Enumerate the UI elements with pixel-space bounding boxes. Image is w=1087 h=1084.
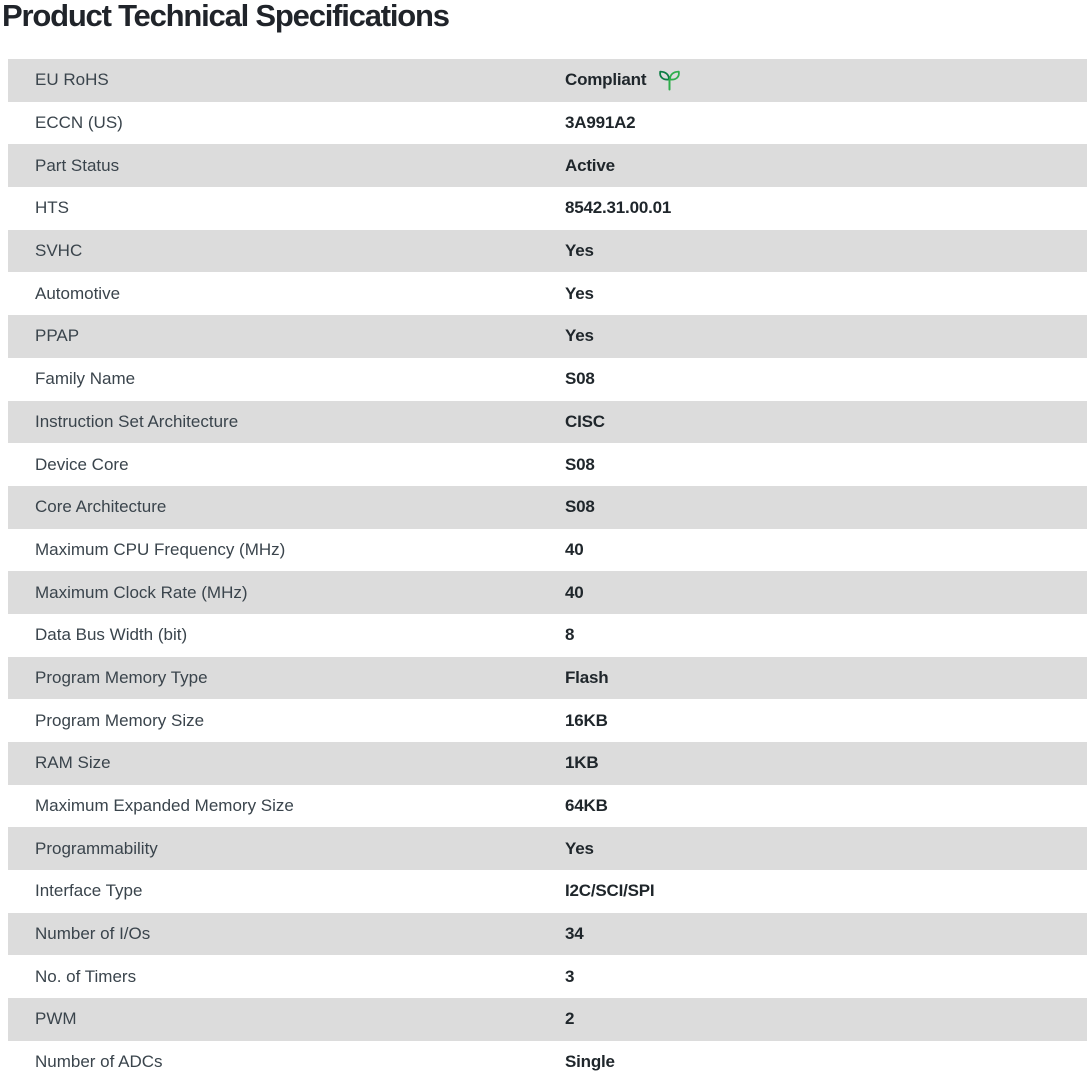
spec-value: S08 xyxy=(565,454,595,474)
spec-value-wrap xyxy=(565,540,584,560)
spec-value: S08 xyxy=(565,369,595,389)
spec-label: RAM Size xyxy=(35,753,111,773)
spec-value: 16KB xyxy=(565,710,608,730)
spec-label: Core Architecture xyxy=(35,497,167,517)
spec-value-wrap xyxy=(565,924,584,944)
spec-value-wrap xyxy=(565,113,635,133)
spec-value-wrap xyxy=(565,198,671,218)
spec-label: Device Core xyxy=(35,454,129,474)
spec-label: PPAP xyxy=(35,326,80,346)
spec-value-wrap xyxy=(565,497,595,517)
spec-row xyxy=(8,230,1087,273)
spec-value: 64KB xyxy=(565,796,608,816)
spec-label: Programmability xyxy=(35,838,158,858)
spec-label: SVHC xyxy=(35,241,83,261)
spec-value-wrap xyxy=(565,881,654,901)
spec-row xyxy=(8,1041,1087,1084)
spec-value: Single xyxy=(565,1052,615,1072)
spec-value: I2C/SCI/SPI xyxy=(565,881,655,901)
spec-value-wrap xyxy=(565,70,682,91)
spec-value-wrap xyxy=(565,625,574,645)
spec-value-wrap xyxy=(565,711,608,731)
spec-row xyxy=(8,870,1087,913)
spec-value-wrap xyxy=(565,1009,574,1029)
spec-value-wrap xyxy=(565,668,608,688)
spec-label: PWM xyxy=(35,1009,77,1029)
spec-label: Maximum CPU Frequency (MHz) xyxy=(35,539,286,559)
spec-label: ECCN (US) xyxy=(35,113,123,133)
spec-row xyxy=(8,699,1087,742)
spec-label: HTS xyxy=(35,198,69,218)
spec-value-wrap xyxy=(565,1052,615,1072)
spec-value: 3 xyxy=(565,966,575,986)
spec-label: EU RoHS xyxy=(35,70,109,90)
spec-row xyxy=(8,529,1087,572)
spec-value: CISC xyxy=(565,411,605,431)
spec-row xyxy=(8,913,1087,956)
spec-row xyxy=(8,401,1087,444)
spec-value: 34 xyxy=(565,924,584,944)
spec-value-wrap xyxy=(565,753,598,773)
spec-value: Yes xyxy=(565,283,594,303)
spec-label: Interface Type xyxy=(35,881,143,901)
spec-label: Instruction Set Architecture xyxy=(35,411,239,431)
spec-value-wrap xyxy=(565,796,608,816)
spec-label: Number of ADCs xyxy=(35,1052,163,1072)
spec-value: 40 xyxy=(565,539,584,559)
leaf-icon[interactable] xyxy=(657,70,682,91)
spec-value-wrap xyxy=(565,583,584,603)
spec-label: Family Name xyxy=(35,369,136,389)
spec-label: Program Memory Type xyxy=(35,667,208,687)
spec-value-wrap xyxy=(565,369,595,389)
spec-value: Compliant xyxy=(565,70,647,90)
spec-value-wrap xyxy=(565,839,594,859)
spec-table xyxy=(8,59,1087,1084)
spec-row xyxy=(8,486,1087,529)
spec-label: Automotive xyxy=(35,283,121,303)
spec-row xyxy=(8,571,1087,614)
spec-value: Flash xyxy=(565,667,609,687)
spec-row xyxy=(8,187,1087,230)
spec-row xyxy=(8,955,1087,998)
spec-value-wrap xyxy=(565,241,594,261)
spec-row xyxy=(8,614,1087,657)
spec-value-wrap xyxy=(565,156,615,176)
spec-value: 2 xyxy=(565,1009,575,1029)
spec-row xyxy=(8,998,1087,1041)
spec-value-wrap xyxy=(565,284,594,304)
spec-label: Maximum Clock Rate (MHz) xyxy=(35,582,248,602)
spec-label: Number of I/Os xyxy=(35,924,151,944)
spec-value: 3A991A2 xyxy=(565,113,636,133)
spec-label: Data Bus Width (bit) xyxy=(35,625,188,645)
spec-row xyxy=(8,443,1087,486)
spec-value-wrap xyxy=(565,967,574,987)
spec-value: 8 xyxy=(565,625,575,645)
spec-label: Program Memory Size xyxy=(35,710,205,730)
spec-label: Part Status xyxy=(35,155,120,175)
spec-row xyxy=(8,144,1087,187)
spec-label: No. of Timers xyxy=(35,966,137,986)
spec-row xyxy=(8,102,1087,145)
spec-value-wrap xyxy=(565,412,605,432)
spec-row xyxy=(8,657,1087,700)
spec-value: 40 xyxy=(565,582,584,602)
spec-row xyxy=(8,785,1087,828)
spec-value-wrap xyxy=(565,455,595,475)
spec-value: 1KB xyxy=(565,753,599,773)
spec-row xyxy=(8,315,1087,358)
spec-value-wrap xyxy=(565,326,594,346)
spec-row xyxy=(8,358,1087,401)
spec-label: Maximum Expanded Memory Size xyxy=(35,796,294,816)
spec-value: S08 xyxy=(565,497,595,517)
spec-value: Yes xyxy=(565,838,594,858)
spec-value: Yes xyxy=(565,326,594,346)
spec-row xyxy=(8,827,1087,870)
spec-value: 8542.31.00.01 xyxy=(565,198,672,218)
spec-value: Yes xyxy=(565,241,594,261)
page-title: Product Technical Specifications xyxy=(2,0,449,33)
spec-value: Active xyxy=(565,155,615,175)
spec-row xyxy=(8,742,1087,785)
spec-row xyxy=(8,272,1087,315)
spec-row xyxy=(8,59,1087,102)
